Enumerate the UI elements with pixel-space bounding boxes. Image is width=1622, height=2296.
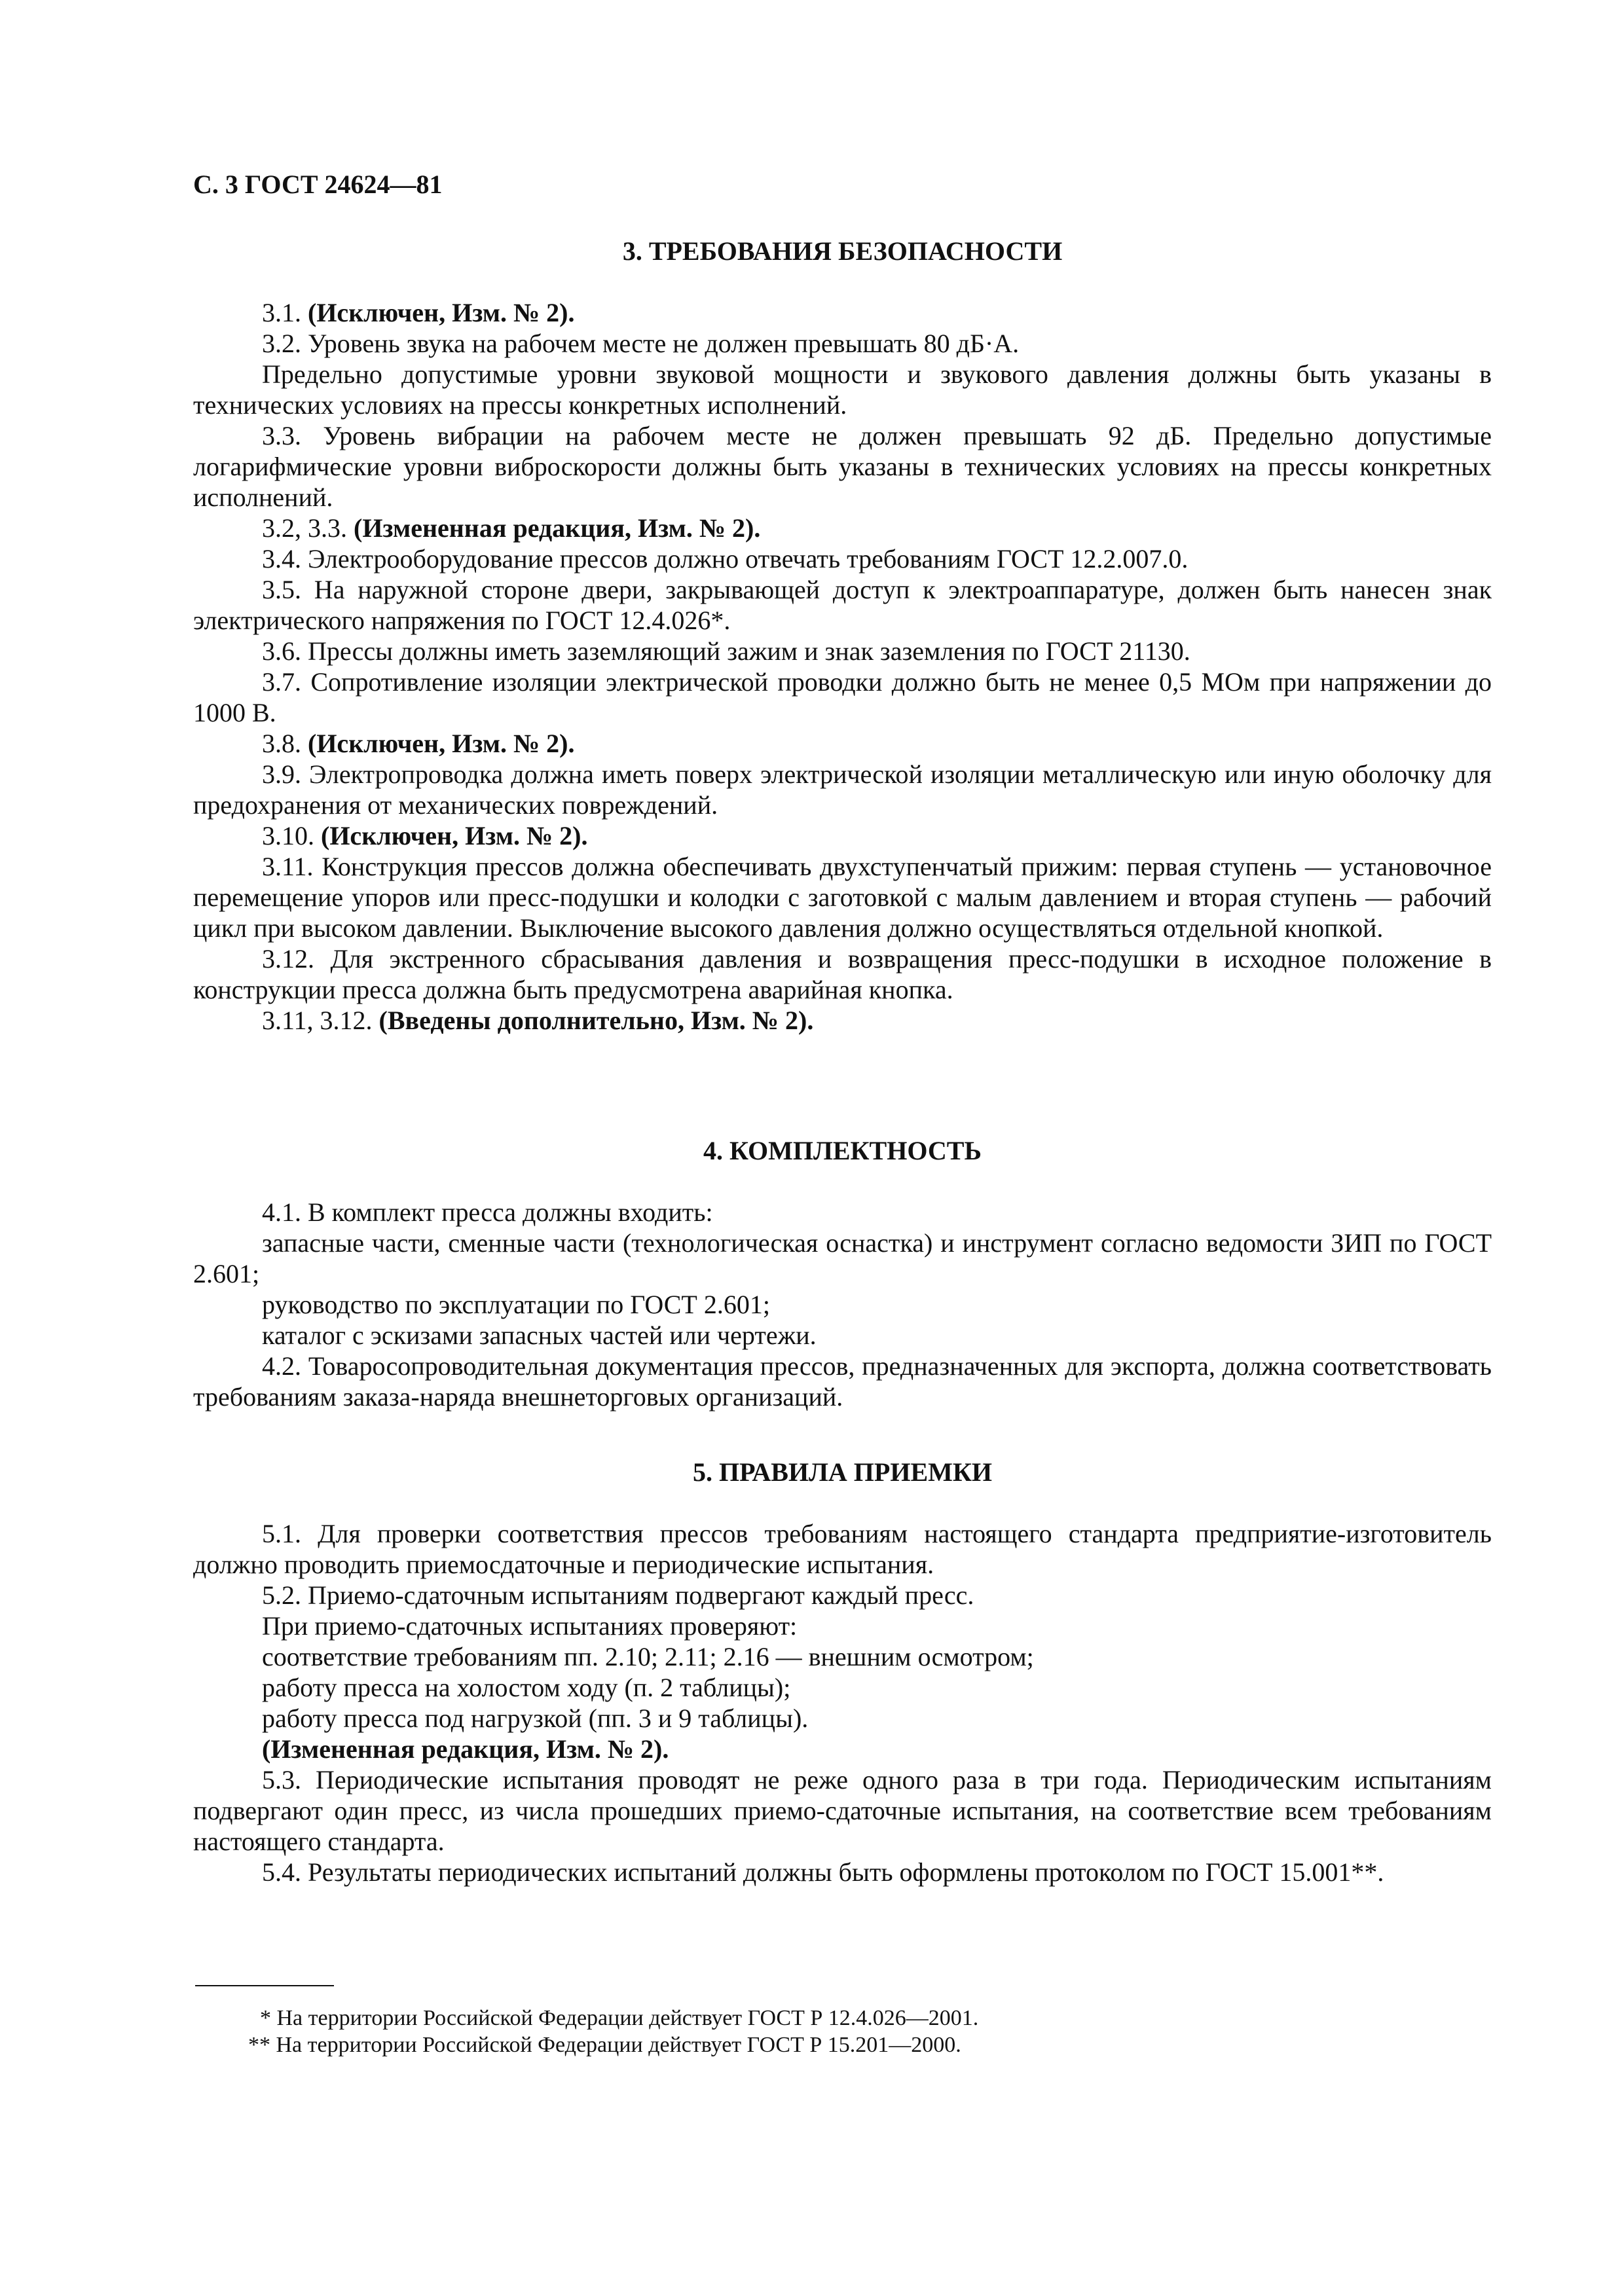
amendment-note-3-11-3-12: 3.11, 3.12. (Введены дополнительно, Изм. № 2). — [262, 1006, 814, 1035]
list-item: соответствие требованиям пп. 2.10; 2.11; 2.16 — внешним осмотром; — [262, 1642, 1034, 1671]
page-header: С. 3 ГОСТ 24624—81 — [193, 170, 443, 199]
clause-3-9: 3.9. Электропроводка должна иметь поверх электрической изоляции металлическую или иную оболочку для предохранения от механических повреждений. — [193, 759, 1492, 820]
clause-3-7: 3.7. Сопротивление изоляции электрической проводки должно быть не менее 0,5 МОм при напряжении до 1000 В. — [193, 667, 1492, 727]
clause-3-5: 3.5. На наружной стороне двери, закрывающей доступ к электроаппаратуре, должен быть нанесен знак электрического напряжения по ГОСТ 12.4.026*. — [193, 575, 1492, 635]
amendment-note-5-2: (Измененная редакция, Изм. № 2). — [262, 1734, 669, 1764]
list-item: каталог с эскизами запасных частей или чертежи. — [262, 1321, 817, 1350]
clause-3-2: 3.2. Уровень звука на рабочем месте не должен превышать 80 дБ·А. — [262, 329, 1020, 358]
clause-3-3: 3.3. Уровень вибрации на рабочем месте не должен превышать 92 дБ. Предельно допустимые логарифмические уровни виброскорости должны быть указаны в технических условиях на прессы конкретных исполнений. — [193, 421, 1492, 512]
clause-5-4: 5.4. Результаты периодических испытаний должны быть оформлены протоколом по ГОСТ 15.001**. — [262, 1857, 1384, 1887]
section-5-body — [193, 1518, 1492, 1887]
clause-5-3: 5.3. Периодические испытания проводят не реже одного раза в три года. Периодическим испытаниям подвергают один пресс, из числа прошедших приемо-сдаточные испытания, на соответствие всем требованиям настоящего стандарта. — [193, 1765, 1492, 1856]
section-3-body — [193, 297, 1492, 1036]
clause-3-2-continuation: Предельно допустимые уровни звуковой мощности и звукового давления должны быть указаны в технических условиях на прессы конкретных исполнений. — [193, 359, 1492, 420]
list-item: запасные части, сменные части (технологическая оснастка) и инструмент согласно ведомости ЗИП по ГОСТ 2.601; — [193, 1228, 1492, 1288]
list-item: работу пресса на холостом ходу (п. 2 таблицы); — [262, 1673, 791, 1702]
footnote-1: * На территории Российской Федерации действует ГОСТ Р 12.4.026—2001. — [260, 2006, 979, 2030]
footnotes — [193, 2005, 1492, 2058]
clause-5-1: 5.1. Для проверки соответствия прессов требованиям настоящего стандарта предприятие-изготовитель должно проводить приемосдаточные и периодические испытания. — [193, 1519, 1492, 1579]
footnote-divider — [195, 1985, 334, 1986]
section-4-title: 4. КОМПЛЕКТНОСТЬ — [703, 1136, 982, 1165]
clause-4-1: 4.1. В комплект пресса должны входить: — [262, 1197, 713, 1227]
section-5-title: 5. ПРАВИЛА ПРИЕМКИ — [692, 1457, 992, 1487]
clause-3-6: 3.6. Прессы должны иметь заземляющий зажим и знак заземления по ГОСТ 21130. — [262, 636, 1190, 666]
amendment-note-3-2-3-3: 3.2, 3.3. (Измененная редакция, Изм. № 2). — [262, 513, 761, 543]
footnote-2: ** На территории Российской Федерации действует ГОСТ Р 15.201—2000. — [248, 2033, 961, 2057]
clause-5-2: 5.2. Приемо-сдаточным испытаниям подвергают каждый пресс. — [262, 1580, 974, 1610]
clause-3-12: 3.12. Для экстренного сбрасывания давления и возвращения пресс-подушки в исходное положение в конструкции пресса должна быть предусмотрена аварийная кнопка. — [193, 944, 1492, 1004]
list-item: руководство по эксплуатации по ГОСТ 2.601; — [262, 1290, 770, 1319]
clause-3-1: 3.1. (Исключен, Изм. № 2). — [262, 298, 575, 327]
clause-3-10: 3.10. (Исключен, Изм. № 2). — [262, 821, 588, 850]
clause-4-2: 4.2. Товаросопроводительная документация прессов, предназначенных для экспорта, должна соответствовать требованиям заказа-наряда внешнеторговых организаций. — [193, 1351, 1492, 1412]
clause-5-2-intro: При приемо-сдаточных испытаниях проверяют: — [262, 1611, 798, 1641]
section-3-title: 3. ТРЕБОВАНИЯ БЕЗОПАСНОСТИ — [622, 236, 1063, 266]
clause-3-11: 3.11. Конструкция прессов должна обеспечивать двухступенчатый прижим: первая ступень — установочное перемещение упоров или пресс-подушки и колодки с заготовкой с малым давлением и вторая ступень — рабочий цикл при высоком давлении. Выключение высокого давления должно осуществляться отдельной кнопкой. — [193, 852, 1492, 943]
clause-3-4: 3.4. Электрооборудование прессов должно отвечать требованиям ГОСТ 12.2.007.0. — [262, 544, 1189, 574]
list-item: работу пресса под нагрузкой (пп. 3 и 9 таблицы). — [262, 1704, 809, 1733]
section-4-body — [193, 1197, 1492, 1412]
clause-3-8: 3.8. (Исключен, Изм. № 2). — [262, 729, 575, 758]
